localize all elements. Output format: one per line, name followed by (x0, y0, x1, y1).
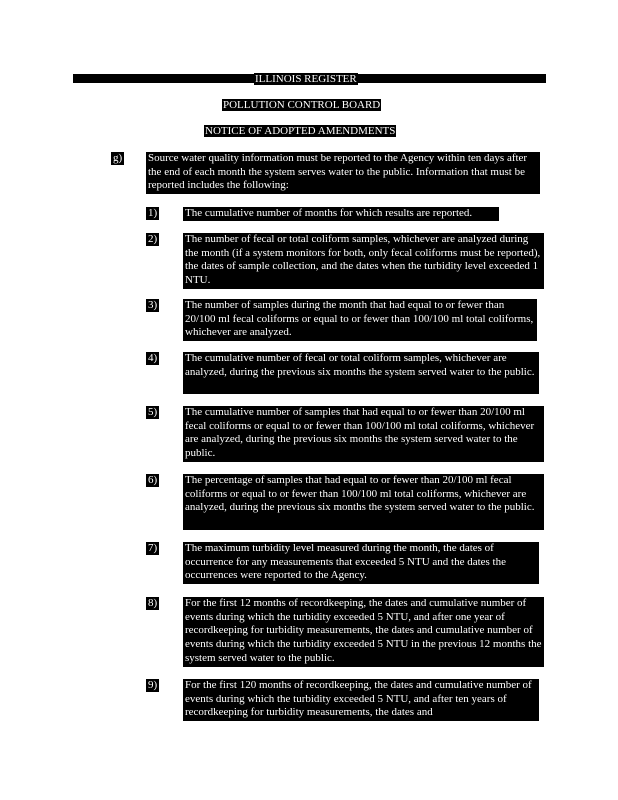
item-marker: 4) (148, 352, 158, 364)
list-item: The percentage of samples that had equal to or fewer than 20/100 ml fecal coliforms or equal to or fewer than 100/100 ml total coliforms, whichever are analyzed, during the previous six months the system served water to the public. (183, 474, 544, 530)
list-item: The number of samples during the month that had equal to or fewer than 20/100 ml fecal coliforms or equal to or fewer than 100/100 ml total coliforms, whichever are analyzed. (183, 299, 537, 341)
notice-title: NOTICE OF ADOPTED AMENDMENTS (205, 125, 396, 137)
item-marker: 7) (148, 542, 158, 554)
item-marker: 9) (148, 679, 158, 691)
board-title: POLLUTION CONTROL BOARD (223, 99, 381, 111)
register-title: ILLINOIS REGISTER (255, 73, 357, 85)
item-marker: 5) (148, 406, 158, 418)
list-item: The cumulative number of fecal or total coliform samples, whichever are analyzed, during the previous six months the system served water to the public. (183, 352, 539, 394)
item-marker: 8) (148, 597, 158, 609)
list-item: The maximum turbidity level measured during the month, the dates of occurrence for any measurements that exceeded 5 NTU and the dates the occurrences were reported to the Agency. (183, 542, 539, 584)
section-paragraph: Source water quality information must be reported to the Agency within ten days after the end of each month the system serves water to the public. Information that must be reported includes the following: (146, 152, 540, 194)
list-item: For the first 120 months of recordkeeping, the dates and cumulative number of events during which the turbidity exceeded 5 NTU, and after ten years of recordkeeping for turbidity measurements, the dates and (183, 679, 539, 721)
section-marker: g) (113, 152, 123, 164)
list-item: The cumulative number of months for which results are reported. (183, 207, 499, 221)
item-marker: 2) (148, 233, 158, 245)
item-marker: 6) (148, 474, 158, 486)
item-marker: 3) (148, 299, 158, 311)
item-marker: 1) (148, 207, 158, 219)
list-item: The cumulative number of samples that had equal to or fewer than 20/100 ml fecal coliforms or equal to or fewer than 100/100 ml total coliforms, whichever are analyzed, during the previous six months the system served water to the public. (183, 406, 544, 462)
list-item: The number of fecal or total coliform samples, whichever are analyzed during the month (if a system monitors for both, only fecal coliforms must be reported), the dates of sample collection, and the dates when the turbidity level exceeded 1 NTU. (183, 233, 544, 289)
list-item: For the first 12 months of recordkeeping, the dates and cumulative number of events during which the turbidity exceeded 5 NTU, and after one year of recordkeeping for turbidity measurements, the dates and cumulative number of events during which the turbidity exceeded 5 NTU in the previous 12 months the system served water to the public. (183, 597, 544, 667)
